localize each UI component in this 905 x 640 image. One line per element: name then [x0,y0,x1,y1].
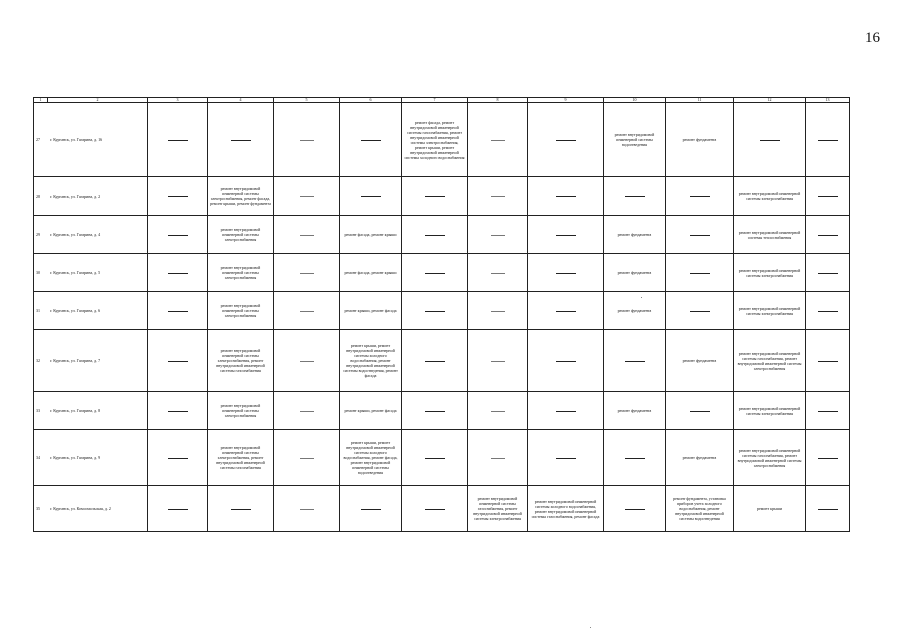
work-cell [734,486,806,532]
work-description: ремонт внутридомовой инженерной системы газоснабжения, ремонт внутридомовой инженерной системы электроснабжения [737,350,802,371]
empty-cell [148,330,208,392]
dash-mark [690,235,710,236]
dash-mark [168,235,188,236]
empty-cell [274,330,340,392]
work-cell [666,330,734,392]
column-number: 6 [340,98,402,103]
row-number: 31 [36,308,40,313]
work-cell [734,177,806,216]
empty-cell [148,292,208,330]
dash-mark [300,235,314,236]
dash-mark [625,458,645,459]
empty-cell [528,177,604,216]
empty-cell [402,292,468,330]
dash-mark [818,509,838,510]
column-number: 5 [274,98,340,103]
dash-mark [168,361,188,362]
dash-mark [818,458,838,459]
work-description: ремонт внутридомовой инженерной системы холодного водоснабжения, ремонт внутридомовой инженерной системы газоснабжения, ремонт фасада [531,498,600,519]
work-cell [208,216,274,254]
dash-mark [556,458,576,459]
work-description: ремонт внутридомовой инженерной системы электроснабжения, ремонт внутридомовой инженерной системы газоснабжения [216,348,265,373]
work-cell [734,216,806,254]
empty-cell [806,430,850,486]
empty-cell [604,330,666,392]
dash-mark [425,411,445,412]
empty-cell [274,430,340,486]
empty-cell [148,254,208,292]
building-address: г. Курганск, ул. Гагарина, д. 7 [50,358,101,363]
empty-cell [274,103,340,177]
dash-mark [425,509,445,510]
empty-cell [468,292,528,330]
work-cell [734,430,806,486]
row-number: 34 [36,455,40,460]
empty-cell [528,216,604,254]
building-address: г. Курганск, ул. Гагарина, д. 16 [50,137,103,142]
work-cell [208,392,274,430]
dash-mark [556,140,576,141]
dash-mark [690,411,710,412]
work-cell [666,486,734,532]
column-number: 8 [468,98,528,103]
dash-mark [231,140,251,141]
dash-mark [231,509,251,510]
empty-cell [148,177,208,216]
dash-mark [361,509,381,510]
work-cell [734,392,806,430]
dash-mark [818,140,838,141]
empty-cell [806,254,850,292]
dash-mark [168,140,188,141]
work-cell [340,216,402,254]
dash-mark [300,273,314,274]
empty-cell [528,254,604,292]
table-row [34,392,850,430]
work-description: ремонт внутридомовой инженерной системы электроснабжения, ремонт фасада, ремонт крыши, ремонт фундамента [210,186,271,206]
empty-cell [528,430,604,486]
empty-cell [402,216,468,254]
empty-cell [148,430,208,486]
dash-mark [300,361,314,362]
work-description: ремонт крыши, ремонт фасада [344,308,397,313]
dash-mark [818,235,838,236]
empty-cell [666,177,734,216]
dash-mark [491,361,505,362]
work-description: ремонт фундамента, установка приборов учета холодного водоснабжения, ремонт внутридомовой инженерной системы водоотведения [673,496,726,521]
dash-mark [491,458,505,459]
work-description: ремонт внутридомовой инженерной системы электроснабжения [220,227,261,242]
work-description: ремонт внутридомовой инженерной системы электроснабжения [738,267,801,278]
empty-cell [528,330,604,392]
dash-mark [491,235,505,236]
dash-mark [168,311,188,312]
row-number: 33 [36,408,40,413]
work-cell [208,430,274,486]
building-address: г. Курганск, ул. Гагарина, д. 5 [50,270,101,275]
work-cell [528,486,604,532]
empty-cell [666,292,734,330]
empty-cell [468,103,528,177]
dash-mark [168,411,188,412]
dash-mark [556,273,576,274]
column-number: 2 [48,98,148,103]
work-cell [208,177,274,216]
table-row [34,292,850,330]
page-number: 16 [865,30,880,46]
work-description: ремонт фасада, ремонт крыши [344,270,397,275]
column-number: 7 [402,98,468,103]
dash-mark [425,235,445,236]
dash-mark [300,140,314,141]
row-number: 29 [36,232,40,237]
empty-cell [734,103,806,177]
table-row [34,177,850,216]
scan-speck [590,627,591,628]
empty-cell [340,103,402,177]
work-cell [666,430,734,486]
empty-cell [806,216,850,254]
work-description: ремонт внутридомовой инженерной системы электроснабжения [738,405,801,416]
row-number: 32 [36,358,40,363]
empty-cell [468,392,528,430]
dash-mark [818,361,838,362]
dash-mark [168,509,188,510]
work-description: ремонт фундамента [617,232,652,237]
work-cell [604,103,666,177]
work-description: ремонт фундамента [682,455,717,460]
work-cell [340,392,402,430]
empty-cell [468,430,528,486]
dash-mark [425,273,445,274]
table-row [34,430,850,486]
work-cell [734,254,806,292]
empty-cell [806,103,850,177]
empty-cell [806,292,850,330]
address-cell [34,103,148,177]
table-row [34,486,850,532]
empty-cell [274,177,340,216]
empty-cell [402,254,468,292]
empty-cell [528,392,604,430]
dash-mark [168,273,188,274]
address-cell [34,292,148,330]
dash-mark [168,196,188,197]
dash-mark [625,509,645,510]
table-row [34,330,850,392]
dash-mark [556,411,576,412]
dash-mark [690,311,710,312]
empty-cell [468,330,528,392]
empty-cell [528,103,604,177]
dash-mark [425,458,445,459]
building-address: г. Курганск, ул. Гагарина, д. 4 [50,232,101,237]
dash-mark [300,311,314,312]
work-cell [402,103,468,177]
empty-cell [208,103,274,177]
empty-cell [402,430,468,486]
address-cell [34,392,148,430]
empty-cell [274,292,340,330]
dash-mark [168,458,188,459]
dash-mark [361,196,381,197]
work-cell [604,392,666,430]
empty-cell [274,216,340,254]
work-description: ремонт внутридомовой инженерной системы теплоснабжения [738,229,801,240]
empty-cell [468,177,528,216]
empty-cell [806,486,850,532]
work-cell [208,330,274,392]
row-number: 35 [36,506,40,511]
column-number: 4 [208,98,274,103]
empty-cell [468,254,528,292]
dash-mark [625,361,645,362]
work-description: ремонт внутридомовой инженерной системы электроснабжения [220,303,261,318]
work-description: ремонт крыши [756,506,783,511]
dash-mark [425,361,445,362]
row-number: 27 [36,137,40,142]
work-cell [604,254,666,292]
work-description: ремонт внутридомовой инженерной системы электроснабжения, ремонт внутридомовой инженерной системы газоснабжения [216,445,265,470]
repair-schedule-table [33,97,850,532]
work-description: ремонт внутридомовой инженерной системы электроснабжения [220,403,261,418]
work-description: ремонт фундамента [617,270,652,275]
dash-mark [556,196,576,197]
building-address: г. Курганск, ул. Гагарина, д. 2 [50,193,101,199]
empty-cell [604,486,666,532]
work-cell [734,292,806,330]
row-number: 28 [36,193,40,199]
table-row [34,103,850,177]
column-number: 1 [34,98,48,103]
work-description: ремонт внутридомовой инженерной системы электроснабжения [220,265,261,280]
address-cell [34,216,148,254]
work-description: ремонт крыши, ремонт внутридомовой инженерной системы холодного водоснабжения, ремонт внутридомовой инженерной системы водоотведения, ремонт фасада [343,343,398,378]
empty-cell [148,486,208,532]
dash-mark [818,311,838,312]
dash-mark [491,311,505,312]
empty-cell [604,430,666,486]
empty-cell [208,486,274,532]
address-cell [34,430,148,486]
work-description: ремонт внутридомовой инженерной системы электроснабжения [738,305,801,316]
work-cell [208,254,274,292]
empty-cell [274,392,340,430]
dash-mark [425,196,445,197]
row-number: 30 [36,270,40,275]
work-cell [340,254,402,292]
dash-mark [300,196,314,197]
dash-mark [818,196,838,197]
dash-mark [625,196,645,197]
empty-cell [402,330,468,392]
dash-mark [491,273,505,274]
table-body [34,98,850,532]
work-cell [666,103,734,177]
work-cell [734,330,806,392]
dash-mark [300,411,314,412]
column-number: 12 [734,98,806,103]
empty-cell [528,292,604,330]
empty-cell [806,392,850,430]
building-address: г. Курганск, ул. Комсомольская, д. 2 [50,506,111,511]
work-description: ремонт фасада, ремонт внутридомовой инженерной системы газоснабжения, ремонт внутридомовой инженерной системы электроснабжения, ремонт крыши, ремонт внутридомовой инженерной системы холодного водоснабжения [404,119,465,160]
empty-cell [666,216,734,254]
dash-mark [300,509,314,510]
dash-mark [491,140,505,141]
work-description: ремонт внутридомовой инженерной системы водоотведения [614,132,655,147]
dash-mark [818,411,838,412]
table-row [34,216,850,254]
work-description: ремонт фундамента [617,408,652,413]
address-cell [34,330,148,392]
empty-cell [148,103,208,177]
empty-cell [806,177,850,216]
dash-mark [556,311,576,312]
dash-mark [690,196,710,197]
address-cell [34,486,148,532]
dash-mark [556,235,576,236]
dash-mark [491,411,505,412]
work-description: ремонт крыши, ремонт внутридомовой инженерной системы холодного водоснабжения, ремонт фасада, ремонт внутридомовой инженерной системы водоотведения [343,440,398,475]
work-description: ремонт фундамента [617,308,652,313]
work-cell [340,430,402,486]
work-cell [340,292,402,330]
empty-cell [402,177,468,216]
empty-cell [148,392,208,430]
dash-mark [556,361,576,362]
dash-mark [690,273,710,274]
dash-mark [300,458,314,459]
work-description: ремонт внутридомовой инженерной системы газоснабжения, ремонт внутридомовой инженерной системы электроснабжения [737,447,802,468]
building-address: г. Курганск, ул. Гагарина, д. 6 [50,308,101,313]
building-address: г. Курганск, ул. Гагарина, д. 9 [50,455,101,460]
column-number: 9 [528,98,604,103]
work-description: ремонт фундамента [682,137,717,142]
empty-cell [604,177,666,216]
empty-cell [274,486,340,532]
empty-cell [340,177,402,216]
column-number: 11 [666,98,734,103]
work-cell [604,216,666,254]
scan-speck [641,297,642,298]
empty-cell [402,486,468,532]
dash-mark [491,196,505,197]
dash-mark [818,273,838,274]
work-cell [340,330,402,392]
empty-cell [666,392,734,430]
column-number: 13 [806,98,850,103]
empty-cell [468,216,528,254]
empty-cell [148,216,208,254]
address-cell [34,177,148,216]
work-cell [604,292,666,330]
work-description: ремонт внутридомовой инженерной системы газоснабжения, ремонт внутридомовой инженерной системы электроснабжения [473,496,522,521]
work-description: ремонт фундамента [682,358,717,363]
work-description: ремонт крыши, ремонт фасада [344,408,397,413]
column-number: 10 [604,98,666,103]
column-number: 3 [148,98,208,103]
work-description: ремонт внутридомовой инженерной системы электроснабжения [738,191,801,201]
address-cell [34,254,148,292]
work-description: ремонт фасада, ремонт крыши [344,232,397,237]
empty-cell [274,254,340,292]
dash-mark [425,311,445,312]
dash-mark [361,140,381,141]
empty-cell [806,330,850,392]
building-address: г. Курганск, ул. Гагарина, д. 8 [50,408,101,413]
empty-cell [666,254,734,292]
dash-mark [760,140,780,141]
empty-cell [340,486,402,532]
table-row [34,254,850,292]
work-cell [468,486,528,532]
empty-cell [402,392,468,430]
work-cell [208,292,274,330]
